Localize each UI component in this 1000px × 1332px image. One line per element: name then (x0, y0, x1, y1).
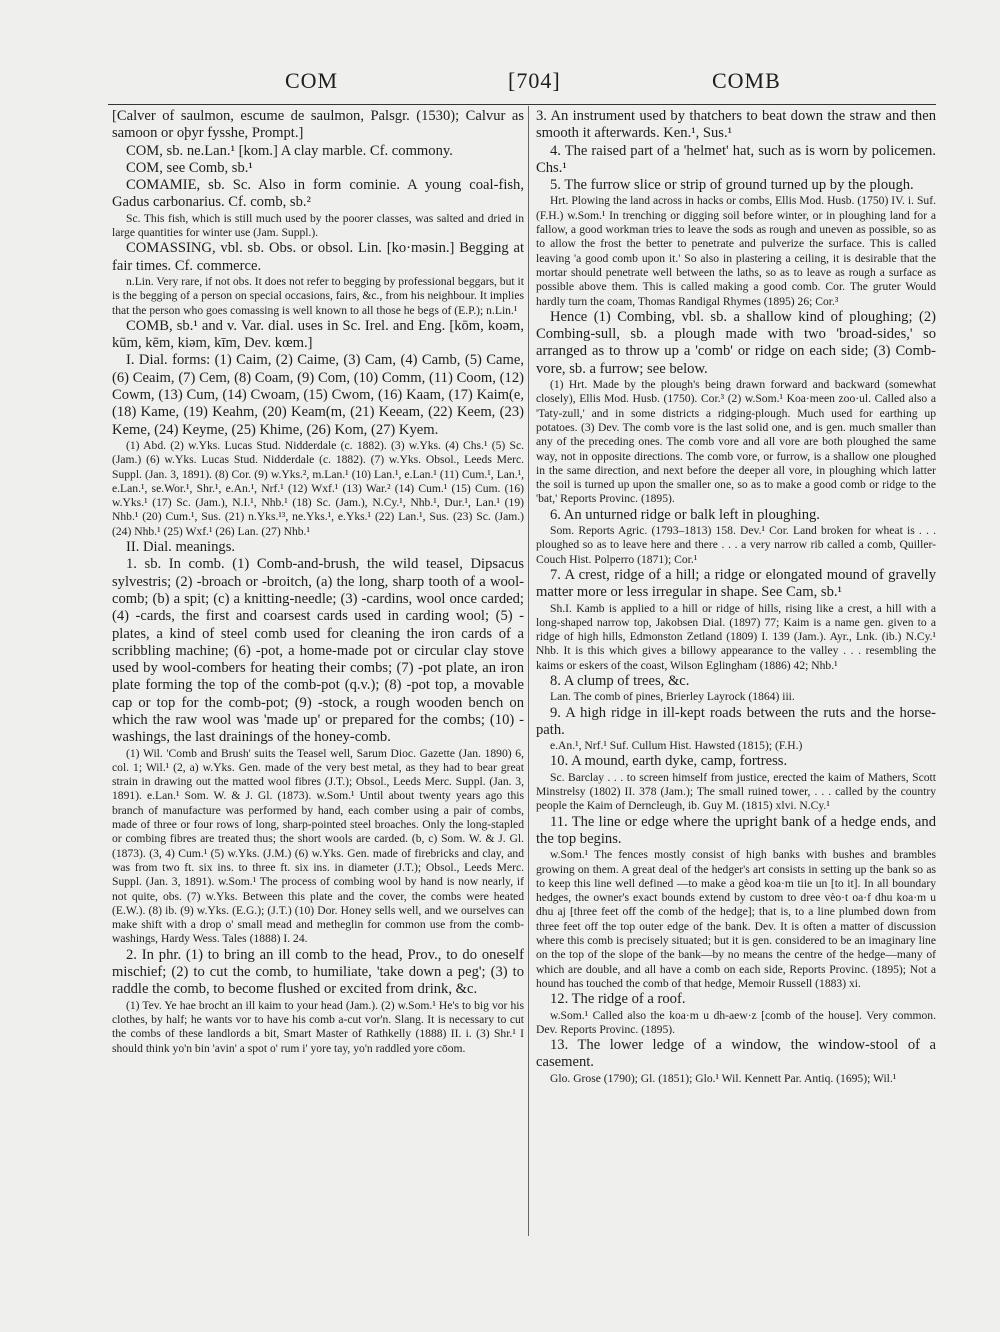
right-column (536, 108, 936, 1248)
citation-paragraph: Lan. The comb of pines, Brierley Layrock (1864) iii. (550, 690, 795, 704)
entry-paragraph: COMASSING, vbl. sb. Obs. or obsol. Lin. [ko·məsin.] Begging at fair times. Cf. commerce. (112, 240, 524, 274)
entry-paragraph: 6. An unturned ridge or balk left in ploughing. (550, 506, 820, 523)
citation-paragraph: Sh.I. Kamb is applied to a hill or ridge of hills, rising like a crest, a hill with a long-shaped narrow top, Jakobsen Dial. (1897) 77; Kaim is a name gen. given to a ridge of high hills, Edmonston Zetland (1809) I. 139 (Jam.). Ayr., Lnk. (ib.) N.Cy.¹ Nhb. It is this which gives a billowy appearance to the valley . . . resembling the kaims or eskers of the coast, Wilson Eglingham (1886) 42; Nhb.¹ (536, 601, 936, 672)
header-left-word: COM (285, 68, 339, 93)
entry-paragraph: Hence (1) Combing, vbl. sb. a shallow kind of ploughing; (2) Combing-sull, sb. a plough made with two 'broad-sides,' so arranged as to throw up a 'comb' or ridge on each side; (3) Comb-vore, sb. a furrow; see below. (536, 308, 936, 377)
entry-paragraph: 12. The ridge of a roof. (550, 991, 686, 1008)
citation-paragraph: w.Som.¹ The fences mostly consist of high banks with bushes and brambles growing on them. A great deal of the hedger's art consists in setting up the bank so as to keep this line well defined —to make a gèod koa·m tiie un [to it]. In all boundary hedges, the owner's exact bounds extend by custom to dree vèo·t oa·f dhu koa·m u dhu aj [three feet off the comb of the hedge]; that is, to a line plumbed down from three feet off the top outer edge of the bank. Dev. It is often a matter of discussion where this comb is precisely situated; but it is gen. considered to be an imaginary line on the top of the slope of the bank—by no means the centre of the hedge—many of which are double, and all have a comb on each side, Reports Provinc. (1895); Not a hound has touched the comb of that hedge, Memoir Russell (1883) xi. (536, 848, 936, 990)
header-right-word: COMB (712, 68, 781, 93)
citation-paragraph: w.Som.¹ Called also the koa·m u dh-aew·z [comb of the house]. Very common. Dev. Reports Provinc. (1895). (536, 1008, 936, 1036)
citation-paragraph: Sc. This fish, which is still much used by the poorer classes, was salted and dried in large quantities for winter use (Jam. Suppl.). (112, 211, 524, 240)
citation-paragraph: (1) Tev. Ye hae brocht an ill kaim to your head (Jam.). (2) w.Som.¹ He's to big vor his clothes, by half; he wants vor to have his comb a-cut vor'n. Slang. It is necessary to cut the combs of these landlords a bit, Smart Master of Rathkelly (1888) II. i. (3) Shr.¹ I should think yo'n bin 'avin' a spot o' rum i' yore tay, yo'n raddled yore cōom. (112, 998, 524, 1055)
entry-paragraph: 13. The lower ledge of a window, the window-stool of a casement. (536, 1037, 936, 1071)
header-rule (108, 104, 936, 105)
entry-paragraph: 8. A clump of trees, &c. (550, 672, 690, 689)
citation-paragraph: Som. Reports Agric. (1793–1813) 158. Dev.¹ Cor. Land broken for wheat is . . . ploughed so as to leave here and there . . . a very narrow rib called a comb, Quiller-Couch Hist. Polperro (1871); Cor.¹ (536, 524, 936, 566)
citation-paragraph: (1) Wil. 'Comb and Brush' suits the Teasel well, Sarum Dioc. Gazette (Jan. 1890) 6, col. 1; Wil.¹ (2, a) w.Yks. Gen. made of the very best metal, as they had to bear great strain in drawing out the matted wool fibres (J.T.); Obsol., Leeds Merc. Suppl. (Jan. 3, 1891). e.Lan.¹ Som. W. & J. Gl. (1873). w.Som.¹ Until about twenty years ago this branch of manufacture was performed by hand, each comber using a pair of combs, made of three or four rows of long, sharp-pointed steel broaches. Only the long-stapled or combing fibres are treated thus; the short wools are carded. (b, c) Som. W. & J. Gl. (1873). (3, 4) Cum.¹ (5) w.Yks. (J.M.) (6) w.Yks. Gen. made of firebricks and clay, and was from two ft. six ins. to three ft. six ins. in diameter (J.T.); Obsol., Leeds Merc. Suppl. (Jan. 3, 1891). w.Som.¹ The process of combing wool by hand is now nearly, if not quite, obs. (7) w.Yks. Between this plate and the cover, the combs were heated (E.W.). (8) ib. (9) w.Yks. (E.G.); (J.T.) (10) Dor. Honey sells well, and we ourselves can make shift with a drop o' small mead and metheglin for common use from the comb-washings, Hardy Wess. Tales (1888) I. 24. (112, 746, 524, 946)
entry-paragraph: 1. sb. In comb. (1) Comb-and-brush, the wild teasel, Dipsacus sylvestris; (2) -broach or -broitch, (a) the long, sharp tooth of a wool-comb; (b) a spit; (c) a knitting-needle; (3) -cardins, wool once carded; (4) -cards, the first and coarsest cards used in carding wool; (5) -plates, a kind of steel comb used for cleaning the iron cards of a scribbling machine; (6) -pot, a home-made pot or circular clay stove used by wool-combers for heating their combs; (7) -pot plate, an iron plate forming the top of the comb-pot (q.v.); (8) -pot top, a movable cap or top for the comb-pot; (9) -stock, a rough wooden bench on which the raw wool was 'made up' or prepared for the combs; (10) -washings, the last drainings of the honey-comb. (112, 556, 524, 746)
entry-paragraph: COM, see Comb, sb.¹ (126, 159, 253, 176)
citation-paragraph: n.Lin. Very rare, if not obs. It does not refer to begging by professional beggars, but it is the begging of a person on special occasions, fairs, &c., from his neighbour. It implies that the person who goes comassing is well known to all those he begs of (E.P.); n.Lin.¹ (112, 274, 524, 317)
running-header (0, 68, 1000, 102)
entry-paragraph: 5. The furrow slice or strip of ground turned up by the plough. (550, 177, 914, 194)
page-number: [704] (508, 68, 561, 93)
citation-paragraph: Hrt. Plowing the land across in hacks or combs, Ellis Mod. Husb. (1750) IV. i. Suf. (F.H.) w.Som.¹ In trenching or digging soil before winter, or in ploughing land for a fallow, a good workman tries to leave the sods as rough and uneven as possible, so as to allow the frost the better to penetrate and pulverize the surface. This is called leaving 'a good comb upon it.' So also in plastering a ceiling, it is desirable that the mortar should penetrate well between the laths, so as to leave as rough a surface as possible above them. This is called making a good comb. Cor. The gruter Would hardly turn the coam, Thomas Randigal Rhymes (1895) 26; Cor.³ (536, 194, 936, 308)
entry-paragraph: II. Dial. meanings. (126, 539, 236, 556)
entry-paragraph: [Calver of saulmon, escume de saulmon, Palsgr. (1530); Calvur as samoon or oþyr fysshe, Prompt.] (112, 108, 524, 142)
left-column (112, 108, 524, 1248)
entry-paragraph: 10. A mound, earth dyke, camp, fortress. (550, 753, 788, 770)
entry-paragraph: 7. A crest, ridge of a hill; a ridge or elongated mound of gravelly matter more or less irregular in shape. See Cam, sb.¹ (536, 566, 936, 601)
entry-paragraph: COM, sb. ne.Lan.¹ [kom.] A clay marble. Cf. commony. (126, 142, 453, 159)
column-divider (528, 106, 529, 1236)
entry-paragraph: 4. The raised part of a 'helmet' hat, such as is worn by policemen. Chs.¹ (536, 142, 936, 176)
entry-paragraph: COMB, sb.¹ and v. Var. dial. uses in Sc. Irel. and Eng. [kōm, koəm, kūm, kēm, kiəm, kīm, Dev. kœm.] (112, 317, 524, 352)
entry-paragraph: 2. In phr. (1) to bring an ill comb to the head, Prov., to do oneself mischief; (2) to cut the comb, to humiliate, 'take down a peg'; (3) to raddle the comb, to become flushed or excited from drink, &c. (112, 946, 524, 998)
entry-paragraph: 9. A high ridge in ill-kept roads between the ruts and the horse-path. (536, 704, 936, 738)
entry-paragraph: COMAMIE, sb. Sc. Also in form cominie. A young coal-fish, Gadus carbonarius. Cf. comb, sb.² (112, 177, 524, 211)
entry-paragraph: 3. An instrument used by thatchers to beat down the straw and then smooth it afterwards. Ken.¹, Sus.¹ (536, 108, 936, 142)
citation-paragraph: Sc. Barclay . . . to screen himself from justice, erected the kaim of Mathers, Scott Minstrelsy (1802) II. 378 (Jam.); The small ruined tower, . . . called by the country people the Kaim of Dernclеugh, ib. Guy M. (1815) xlvi. N.Cy.¹ (536, 770, 936, 813)
citation-paragraph: (1) Abd. (2) w.Yks. Lucas Stud. Nidderdale (c. 1882). (3) w.Yks. (4) Chs.¹ (5) Sc. (Jam.) (6) w.Yks. Lucas Stud. Nidderdale (c. 1882). (7) w.Yks. Obsol., Leeds Merc. Suppl. (Jan. 3, 1891). (8) Cor. (9) w.Yks.², m.Lan.¹ (10) Lan.¹, e.Lan.¹ (11) Cum.¹, Lan.¹, e.Lan.¹, se.Wor.¹, Shr.¹, e.An.¹, Nrf.¹ (12) Wxf.¹ (13) War.² (14) Cum.¹ (15) Cum. (16) w.Yks.¹ (17) Sc. (Jam.), N.I.¹, Nhb.¹ (18) Sc. (Jam.), N.Cy.¹, Nhb.¹, Dur.¹, Lan.¹ (19) Nhb.¹ (20) Cum.¹, Sus. (21) n.Yks.¹³, ne.Yks.¹, e.Yks.¹ (22) Lan.¹, Sus. (23) Sc. (Jam.) (24) Nhb.¹ (25) Wxf.¹ (26) Lan. (27) Nhb.¹ (112, 438, 524, 538)
entry-paragraph: I. Dial. forms: (1) Caim, (2) Caime, (3) Cam, (4) Camb, (5) Came, (6) Ceaim, (7) Cem, (8) Coam, (9) Com, (10) Comm, (11) Coom, (12) Cowm, (13) Cum, (14) Cwoam, (15) Cwom, (16) Kaam, (17) Kaim(e, (18) Kame, (19) Keahm, (20) Keam(m, (21) Keeam, (22) Keem, (23) Keme, (24) Keyme, (25) Khime, (26) Kom, (27) Kyem. (112, 352, 524, 438)
citation-paragraph: (1) Hrt. Made by the plough's being drawn forward and backward (somewhat closely), Ellis Mod. Husb. (1750). Cor.³ (2) w.Som.¹ Koa·meen zoo·ul. Called also a 'Taty-zull,' and in some districts a ridging-plough. Much used for earthing up potatoes. (3) Dev. The comb vore is the last solid one, and is gen. much smaller than any of the preceding ones. The comb vore and all vore are both ploughed the same way, not in opposite directions. The comb vore, or furrow, is a shallow one ploughed in the same direction, and next before the deeper all vore, in ploughing which latter the soil is turned up upon the smaller one, so as to make a good comb or ridge to the 'bat,' Reports Provinc. (1895). (536, 378, 936, 506)
citation-paragraph: e.An.¹, Nrf.¹ Suf. Cullum Hist. Hawsted (1815); (F.H.) (550, 739, 803, 753)
citation-paragraph: Glo. Grose (1790); Gl. (1851); Glo.¹ Wil. Kennett Par. Antiq. (1695); Wil.¹ (550, 1071, 897, 1085)
entry-paragraph: 11. The line or edge where the upright bank of a hedge ends, and the top begins. (536, 813, 936, 847)
